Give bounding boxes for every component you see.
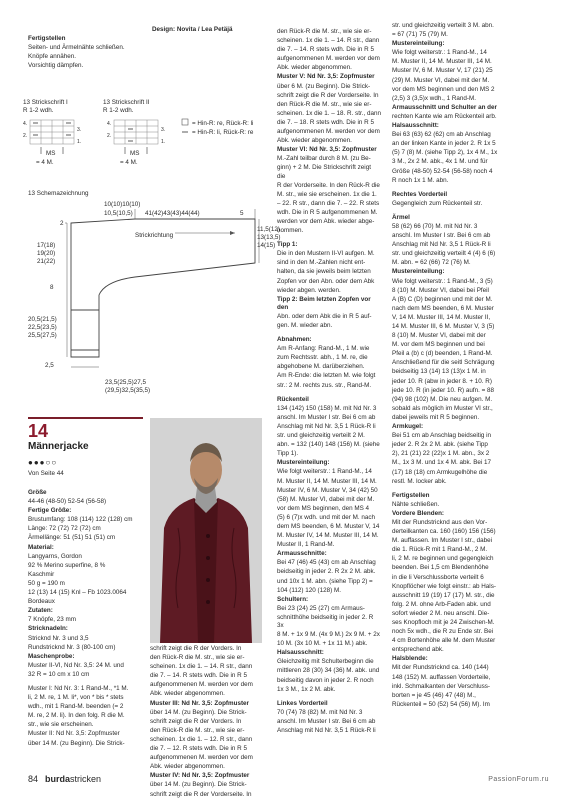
pattern-text-line: M. Muster II, 14 M. Muster III, 14 M. [277,477,377,485]
pattern-text-line: mittleren 28 (30) 34 (36) M. abk. und [277,667,380,675]
pattern-text-line: ausschnitt 19 (19) 17 (17) M. str., die [392,591,495,599]
pattern-text-line: Rückenteil = 50 (52) 54 (56) M). Im [392,700,490,708]
pattern-text-line: 14 M. Muster III, 6 M. Muster V, 3 (5) [392,323,495,330]
pattern-text: Muster I: Nd Nr. 3: 1 Rand-M., *1 M. [28,684,129,692]
pattern-text-line: jeder 2. R 2x 2 M. abk. (siehe Tipp [392,441,488,449]
pattern-text-line: Anschlag mit Nd Nr. 3,5 1 Rück-R li [392,241,491,249]
pattern-text-line: beidseitig in jeder 2. R 2x 2 M. abk. [277,568,376,576]
pattern-text-line: gen. M. wieder abn. [277,322,333,329]
pattern-text-line: Halsausschnitt: [277,649,324,657]
pattern-text-line: jede 10. R (in jeder 10. R) aufn. = 88 [392,386,495,394]
pattern-text-line: borten = je 45 (46) 47 (48) M., [392,691,476,699]
pattern-text-line: die 7. – 14. R stets wdh. Die in R 5 [277,46,374,54]
pattern-text-line: Größe (48-50) 52-54 (56-58) noch 4 [392,167,493,175]
pattern-text-line: und 10x 1 M. abn. (siehe Tipp 2) = [277,577,373,585]
pattern-text-line: die 1. Rück-R mit 1 Rand-M., 2 M. [392,546,488,554]
pattern-text-line: schrift zeigt die R der Vorders. In [150,717,242,725]
schema-num2: 2 [60,220,64,227]
schema-right3: 14(15) [257,242,276,249]
pattern-text: wdh., mit 1 Rand-M. beenden (= 2 [28,703,124,711]
pattern-text-line: Linkes Vorderteil [277,699,328,707]
pattern-text-line: dem MS beenden, 6 M. Muster V, 14 [277,522,380,530]
row-number: 2. [107,133,112,139]
pattern-text-line: anschl. Im Muster I str. Bei 6 cm ab [277,413,376,421]
pattern-text-line: Mustereinteilung: [277,459,330,467]
pattern-text-line: Ärmel [392,213,410,221]
pattern-text: über 14 M. (zu Beginn). Die Strick- [28,739,125,747]
pattern-text-line: str. und gleichzeitig verteilt 3 M. abn. [392,22,494,29]
chart1-ms-width: = 4 M. [36,159,54,166]
pattern-text-line: str. und gleichzeitig verteilt 2 M. [277,432,365,440]
row-number: 2. [23,133,28,139]
pattern-text-line: ses Knopfloch mit je 24 Zwischen-M. [392,619,495,626]
pattern-text-line: vor dem MS beginnen, den MS 4 [277,504,370,512]
pattern-text-line: Muster II, 1 Rand-M. [277,541,335,549]
pattern-text-line: noch 5x wdh., die R zu Ende str. Bei [392,628,494,636]
schema-left2: 19(20) [37,250,56,257]
pattern-text-line: Gleichzeitig mit Schulterbeginn die [277,658,374,666]
pattern-text-line: anschl. Im Muster I str. Bei 6 cm ab [392,232,491,240]
pattern-text-line: str. und gleichzeitig verteilt 4 (4) 6 (6) [392,250,496,258]
pattern-text-line: A (B) C (D) beginnen und mit der M. [392,295,493,303]
pattern-text-line: schnitthöhe beidseitig in jeder 2. R 3x [277,613,374,629]
pattern-text-line: nach dem MS beenden, 6 M. Muster [392,304,494,312]
paragraph-spacer [277,331,381,335]
schematic-drawing [25,185,295,405]
pattern-text-line: Muster IV, 6 M. Muster V, 17 (21) 25 [392,67,493,75]
pattern-text-line: Mit der Rundstricknd aus den Vor- [392,518,488,526]
pattern-text-line: 8 (10) M. Muster VI, dabei mit der [392,332,486,340]
pattern-text: M. re, 2 M. li). In den folg. R die M. [28,712,125,720]
material-line: 92 % Merino superfine, 8 % [28,561,106,569]
paragraph-spacer [392,186,507,190]
schema-num8: 8 [50,284,54,291]
pattern-text-line: Mustereinteilung: [392,40,445,48]
size-heading: Größe [28,489,47,496]
pattern-text-line: R der Vorderseite. In den Rück-R die [277,181,380,189]
finish-line: Seiten- und Ärmelnähte schließen. [28,44,125,52]
pattern-text-line: 104 (112) 120 (128) M. [277,586,341,594]
pattern-text-line: dabei jeweils mit R 5 beginnen. [392,413,480,421]
pattern-text-line: (29) M. Muster VI, dabei mit der M. [392,76,490,84]
gauge-line: 32 R = 10 cm x 10 cm [28,670,90,678]
pattern-text-line: 58 (62) 66 (70) M. mit Nd Nr. 3 [392,222,478,230]
pattern-text-line: sobald als möglich im Muster VI str., [392,404,493,412]
pattern-text-line: Muster III: Nd Nr. 3,5: Zopfmuster [150,699,250,707]
pattern-text-line: jeder 10. R (abw in jeder 8. + 10. R) [392,377,492,385]
pattern-text-line: Mit der Rundstricknd ca. 140 (144) [392,664,489,672]
pattern-text-line: aufgenommenen M. werden vor dem [277,55,380,63]
pattern-text-line: Anschlag mit Nd Nr. 3,5 1 Rück-R li [277,422,376,430]
legend-knit-symbol [182,119,188,125]
pattern-text-line: nommen. [277,227,304,235]
pattern-text-line: aufgenommenen M. werden vor dem [150,754,253,762]
pattern-text-line: Schultern: [277,595,309,603]
pattern-text-line: Wie folgt weiterstr.: 1 Rand-M., 3 (5) [392,277,493,285]
pattern-text-line: (5) 6 (7)x wdh. und mit der M. nach [277,513,375,521]
pattern-text-line: aufgenommenen M. werden vor dem [277,128,380,136]
chart2-subtitle: R 1-2 wdh. [103,107,134,114]
notions-heading: Zutaten: [28,607,53,615]
size-values: 44-46 (48-50) 52-54 (56-58) [28,498,107,506]
material-heading: Material: [28,543,54,551]
schema-right2: 13(13,5) [257,234,281,241]
pattern-text-line: Mustereinteilung: [392,268,445,276]
pattern-text-line: den Rück-R die M. str., wie sie er- [150,726,245,734]
row-number: 4. [23,121,28,127]
pattern-text-line: R noch 1x 1 M. abn. [392,176,449,184]
length: Länge: 72 (72) 72 (72) cm [28,525,101,533]
pattern-text-line: 10 M. (3x 10 M. + 1x 11 M.) abk. [277,640,368,648]
pattern-text-column-3 [392,22,507,710]
material-line: Kaschmir [28,570,55,578]
schema-left6: 25,5(27,5) [28,332,57,339]
needles-line: Stricknd Nr. 3 und 3,5 [28,634,89,642]
material-line: 12 (13) 14 (15) Knl – Fb 1023.0064 [28,589,127,597]
pattern-text-line: scheinen. 1x die 1. – 18. R. str., dann [277,109,381,117]
source-page: Von Seite 44 [28,470,64,477]
pattern-text-line: Abn. oder dem Abk die in R 5 auf- [277,312,372,320]
pattern-text-line: schrift zeigt die R der Vorderseite. In [277,91,379,99]
pattern-text-line: Muster VI: Nd Nr. 3,5: Zopfmuster [277,146,377,154]
chart1-ms-label: MS [46,150,56,157]
schema-top2: 10,5(10,5) [104,210,133,217]
chart2-ms-label: MS [130,150,140,157]
pattern-text-line: = 67 (71) 75 (79) M. [392,31,448,39]
pattern-text-line: Wie folgt weiterstr.: 1 Rand-M., 14 [392,49,487,57]
pattern-title: Männerjacke [28,441,89,452]
pattern-text-line: folg. 2 M. ohne Arb-Faden abk. und [392,600,491,608]
gauge-heading: Maschenprobe: [28,652,75,660]
pattern-text-line: 3 M., 2x 2 M. abk., 4x 1 M. und für [392,158,488,166]
pattern-text-line: M.-Zahl teilbar durch 8 M. (zu Be- [277,155,371,163]
pattern-text-line: die 7. – 12. R stets wdh. Die in R 5 [150,745,247,753]
pattern-text-line: über 6 M. (zu Beginn). Die Strick- [277,82,371,90]
schema-direction: Strickrichtung [135,232,174,239]
legend-purl-text: = Hin-R: li, Rück-R: re [192,129,254,136]
pattern-text-line: Fertigstellen [392,491,430,499]
schema-left4: 20,5(21,5) [28,316,57,323]
pattern-text-line: Rückenteil [277,395,309,403]
pattern-text-column-2 [277,28,381,736]
schema-left5: 22,5(23,5) [28,324,57,331]
pattern-text-line: 8 M. + 1x 9 M. (4x 9 M.) 2x 9 M. + 2x [277,631,380,639]
schema-num25: 2,5 [45,362,54,369]
pattern-text-line: schrift zeigt die R der Vorders. In [150,645,242,652]
pattern-text-line: über 14 M. (zu Beginn). Die Strick- [150,781,247,789]
pattern-text-line: Wie folgt weiterstr.: 1 Rand-M., 14 [277,468,372,476]
pattern-text-line: Gegengleich zum Rückenteil str. [392,199,483,207]
schema-bottom2: (29,5)32,5(35,5) [105,387,151,394]
material-line: Bordeaux [28,598,55,606]
pattern-text-line: M. auffassen. Im Muster I str., dabei [392,537,492,545]
pattern-text-line: Tipp 1: [277,241,298,249]
pattern-text-line: anschl. Im Muster I str. Bei 6 cm ab [277,717,376,725]
paragraph-spacer [392,209,507,213]
pattern-text-line: rechten Kante wie am Rückenteil arb. [392,112,497,120]
pattern-text-line: halten, da sie jeweils beim letzten [277,268,371,276]
difficulty-rating: ●●●○○ [28,458,58,467]
pattern-text-line: Armkugel: [392,423,424,431]
pattern-text-line: Bei 51 cm ab Anschlag beidseitig in [392,432,492,440]
pattern-text-line: abgehobene M. darüberziehen. [277,363,365,371]
needles-heading: Stricknadeln: [28,625,68,633]
schema-top1: 10(10)10(10) [104,201,141,208]
pattern-text-line: scheinen. 1x die 1. – 12. R str., dann [150,735,253,743]
pattern-text-line: werden vor dem Abk. wieder abge- [277,217,375,225]
pattern-text-line: Muster IV, 6 M. Muster V, 34 (42) 50 [277,486,378,494]
pattern-text-line: 1x 3 M., 1x 2 M. abk. [277,685,336,693]
pattern-text-line: – 22. R str., dann die 7. – 22. R stets [277,199,380,207]
pattern-text-line: beenden. Bei 1,5 cm Blendenhöhe [392,564,489,572]
pattern-text-line: Abk. wieder abgenommen. [150,763,225,771]
pattern-text-line: an der linken Kante in jeder 2. R 1x 5 [392,140,496,148]
pattern-text-line: Abk. wieder abgenommen. [277,64,352,72]
pattern-text-line: Bei 23 (24) 25 (27) cm Armaus- [277,604,365,612]
pattern-text-line: entsprechend abk. [392,646,444,654]
pattern-text-line: M. Muster II, 14 M. Muster III, 14 M. [392,58,492,66]
pattern-text-line: 134 (142) 150 (158) M. mit Nd Nr. 3 [277,404,377,412]
schema-left1: 17(18) [37,242,56,249]
pattern-text-line: beidseitig 13 (14) 13 (13)x 1 M. in [392,368,486,376]
paragraph-spacer [277,391,381,395]
row-number: 3. [161,127,166,133]
pattern-text-line: schrift zeigt die R der Vorderseite. In [150,790,252,798]
pattern-text-line: scheinen. 1x die 1. – 14. R str., dann [277,37,380,45]
pattern-text-line: zum Rechtsstr. abh., 1 M. re, die [277,354,368,362]
pattern-text-line: Abk. wieder abgenommen. [277,137,352,145]
pattern-text-line: aufgenommenen M. werden vor dem [150,681,253,689]
finish-line: Knöpfe annähen. [28,53,76,61]
pattern-text-line: ginn) + 2 M. Die Strickschrift zeigt die [277,164,371,180]
pattern-text-line: Bei 47 (46) 45 (43) cm ab Anschlag [277,559,376,567]
paragraph-spacer [277,236,381,240]
pattern-text-line: 4 cm Bortenhöhe alle M. dem Muster [392,637,496,645]
pattern-text-line: Zopfen vor den Abn. oder dem Abk [277,277,375,285]
pattern-text-line: Abnahmen: [277,336,312,344]
chart1-title: 13 Strickschrift I [23,99,68,106]
pattern-text-line: Pfeil a (b) c (d) beenden, 1 Rand-M. [392,350,493,358]
pattern-text-line: Anschließend für die seitl Schrägung [392,359,495,367]
row-number: 1. [77,139,82,145]
pattern-text-line: 148 (152) M. auffassen Vorderteile, [392,673,491,681]
pattern-text-line: den Rück-R die M. str., wie sie er- [277,28,372,35]
finish-section [28,35,148,71]
pattern-text-line: M. abn. = 62 (66) 72 (76) M. [392,259,471,267]
needles-line: Rundstricknd Nr. 3 (80-100 cm) [28,643,116,651]
sleeve-length: Ärmellänge: 51 (51) 51 (51) cm [28,534,116,542]
pattern-text-line: beidseitig davon in jeder 2. R noch [277,676,374,684]
design-credit: Design: Novita / Lea Petäjä [152,26,233,33]
pattern-text-line: (2,5) 3 (3,5)x wdh., 1 Rand-M. [392,94,476,102]
pattern-text-line: den Rück-R die M. str., wie sie er- [150,654,245,662]
pattern-text-line: inkl. Schmalkanten der Verschluss- [392,682,490,690]
finished-size-heading: Fertige Größe: [28,507,72,515]
pattern-text-line: 8 (10) M. Muster VI, dabei bei Pfeil [392,286,489,294]
pattern-text-line: die 7. – 18. R stets wdh. Die in R 5 [277,118,374,126]
pattern-text-line: 2), 21 (21) 22 (22)x 1 M. abn., 3x 2 [392,450,490,458]
legend-knit-text: = Hin-R: re, Rück-R: li [192,120,254,127]
pattern-text-line: scheinen. 1x die 1. – 14. R str., dann [150,663,253,671]
watermark: PassionForum.ru [488,776,549,783]
finish-heading: Fertigstellen [28,35,66,42]
pattern-text-line: Nähte schließen. [392,500,440,508]
pattern-text-line: über 14 M. (zu Beginn). Die Strick- [150,708,247,716]
pattern-text-line: M. Muster IV, 14 M. Muster III, 14 M. [277,532,379,540]
pattern-text-line: Die in den Mustern II-VI aufgen. M. [277,250,375,258]
pattern-text: li, 2 M. re, 1 M. li*, von * bis * stets [28,694,124,702]
pattern-number: 14 [28,421,49,441]
pattern-text-line: sofort wieder 2 M. neu anschl. Die- [392,609,490,617]
schema-top4: 5 [240,210,244,217]
pattern-text-line: V, 14 M. Muster III, 14 M. Muster II, [392,313,491,321]
pattern-text-line: Knopflöcher wie folgt einstr.: ab Hals- [392,582,496,590]
pattern-text-line: restl. M. locker abk. [392,477,447,485]
pattern-text-line: sind in den M.-Zahlen nicht ent- [277,259,366,267]
schema-title: 13 Schemazeichnung [28,190,89,197]
row-number: 1. [161,139,166,145]
pattern-text-line: Muster IV: Nd Nr. 3,5: Zopfmuster [150,772,250,780]
paragraph-spacer [392,487,507,491]
pattern-text-line: Am R-Anfang: Rand-M., 1 M. wie [277,345,370,353]
schema-right1: 11,5(12) [257,226,280,233]
pattern-text-line: li, 2 M. re beginnen und gegengleich [392,555,494,563]
pattern-text-line: Halsblende: [392,655,428,663]
pattern-text: Muster II: Nd Nr. 3,5: Zopfmuster [28,730,120,738]
pattern-text-line: Halsausschnitt: [392,122,439,130]
pattern-text-line: wieder abgen. werden. [277,286,341,294]
pattern-text-line: Am R-Ende: die letzten M. wie folgt [277,372,376,380]
pattern-text-line: Rechtes Vorderteil [392,190,448,198]
model-photo [150,418,262,643]
material-line: 50 g = 190 m [28,579,65,587]
specs-column [28,489,150,749]
pattern-text-line: Armausschnitte: [277,550,327,558]
pattern-text-line: Abk. wieder abgenommen. [150,690,225,698]
pattern-text-line: wdh. Die in R 5 aufgenommenen M. [277,208,378,216]
pattern-text-line: die 7. – 14. R stets wdh. Die in R 5 [150,672,247,680]
pattern-text-line: in die li Verschlussborte verteilt 6 [392,573,484,581]
pattern-text-line: abn. = 132 (140) 148 (156) M. (siehe [277,441,380,449]
section-divider [28,417,143,419]
chest-width: Brustumfang: 108 (114) 122 (128) cm [28,516,133,524]
pattern-text-line: Tipp 1). [277,450,299,458]
row-number: 4. [107,121,112,127]
pattern-text-line: Muster V: Nd Nr. 3,5: Zopfmuster [277,73,375,81]
schema-top3: 41(42)43(43)44(44) [145,210,200,217]
pattern-text-line: Tipp 2: Beim letzten Zopfen vor den [277,295,371,311]
chart1-subtitle: R 1-2 wdh. [23,107,54,114]
page-number: 84 [28,774,39,784]
material-line: Langyarns, Gordon [28,552,82,560]
chart2-title: 13 Strickschrift II [103,99,150,106]
pattern-text-line: M. vor dem MS beginnen und bei [392,341,485,349]
pattern-text-line: (58) M. Muster VI, dabei mit der M. [277,495,375,503]
pattern-text-line: (17) 18 (18) cm Armkugelhöhe die [392,468,488,476]
schema-bottom1: 23,5(25,5)27,5 [105,379,146,386]
schema-left3: 21(22) [37,258,56,265]
pattern-text-line: Anschlag mit Nd Nr. 3,5 1 Rück-R li [277,727,376,735]
magazine-brand: burdastricken [45,774,102,784]
pattern-text-line: vor dem MS beginnen und den MS 2 [392,85,495,93]
pattern-text-line: 70 (74) 78 (82) M. mit Nd Nr. 3 [277,708,363,716]
gauge-line: Muster II-VI, Nd Nr. 3,5: 24 M. und [28,661,124,669]
pattern-text-line: derteilkanten ca. 160 (160) 156 (156) [392,528,496,536]
paragraph-spacer [277,695,381,699]
pattern-text-line: Armausschnitt und Schulter an der [392,103,497,111]
notions-line: 7 Knöpfe, 23 mm [28,616,76,624]
pattern-text-line: Bei 63 (63) 62 (62) cm ab Anschlag [392,131,491,139]
finish-line: Vorsichtig dämpfen. [28,62,84,70]
pattern-text-line: Vordere Blenden: [392,509,445,517]
pattern-text-line: (94) 98 (102) M. Die neu aufgen. M. [392,395,493,403]
pattern-text: str., wie sie erscheinen. [28,721,94,729]
pattern-text-line: (5) 7 (8) M. (siehe Tipp 2), 1x 4 M., 1x [392,149,498,157]
pattern-text-column-1b [150,645,262,800]
pattern-text-line: den Rück-R die M. str., wie sie er- [277,100,372,108]
chart2-ms-width: = 4 M. [120,159,138,166]
pattern-text-line: M. str., wie sie erscheinen. 1x die 1. [277,190,377,198]
knitting-charts [20,92,280,184]
pattern-text-line: str.: 2 M. rechts zus. str., Rand-M. [277,381,372,389]
pattern-text-line: M., 1x 3 M. und 1x 4 M. abk. Bei 17 [392,459,492,467]
row-number: 3. [77,127,82,133]
